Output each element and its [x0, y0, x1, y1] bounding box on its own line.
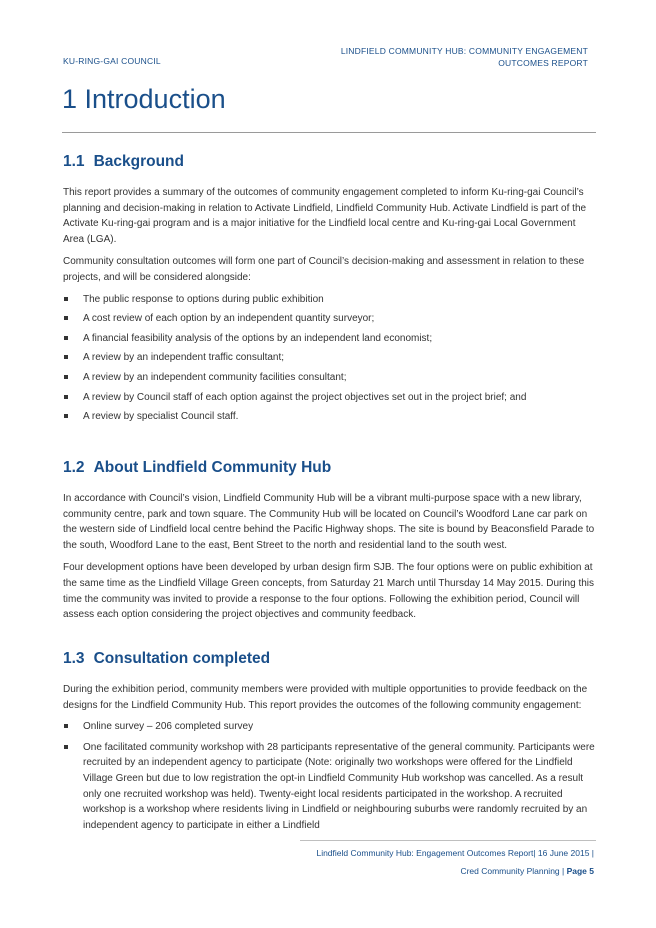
header-title-line-2: OUTCOMES REPORT: [498, 58, 588, 68]
bullet-list: [63, 292, 595, 425]
list-item: A review by Council staff of each option against the project objectives set out in the project brief; and: [63, 390, 595, 406]
section-number: 1.3: [63, 650, 85, 667]
list-item: A review by an independent community facilities consultant;: [63, 370, 595, 386]
section-number: 1.1: [63, 153, 85, 170]
footer-page-info: [460, 866, 594, 876]
paragraph: During the exhibition period, community members were provided with multiple opportunities to provide feedback on the designs for the Lindfield Community Hub. This report provides the outcomes of the following community engagement:: [63, 684, 588, 711]
section-heading: [63, 153, 595, 171]
section-title: About Lindfield Community Hub: [93, 459, 332, 476]
list-item: The public response to options during public exhibition: [63, 292, 595, 308]
list-item: A cost review of each option by an independent quantity surveyor;: [63, 311, 595, 327]
section-heading: [63, 459, 595, 477]
bullet-list: [63, 719, 595, 833]
paragraph: This report provides a summary of the outcomes of community engagement completed to inform Ku-ring-gai Council’s planning and decision-making in relation to Activate Lindfield, Lindfield Community Hub. Activate Lindfield is part of the Activate Ku-ring-gai program and is a major initiative for the Lindfield local centre and Ku-ring-gai Local Government Area (LGA).: [63, 187, 587, 245]
section-about: [63, 459, 595, 623]
footer-divider: [300, 840, 596, 841]
header-report-title: [288, 45, 588, 69]
list-item: A review by specialist Council staff.: [63, 409, 595, 425]
chapter-title: 1 Introduction: [62, 84, 226, 114]
section-title: Background: [93, 153, 184, 170]
section-number: 1.2: [63, 459, 85, 476]
section-background: [63, 153, 595, 425]
paragraph: Community consultation outcomes will form one part of Council’s decision-making and assessment in relation to these projects, and will be considered alongside:: [63, 256, 585, 283]
footer-report-info: Lindfield Community Hub: Engagement Outcomes Report| 16 June 2015 |: [316, 848, 594, 858]
header-organisation: KU-RING-GAI COUNCIL: [63, 56, 161, 66]
footer-author: Cred Community Planning |: [460, 866, 567, 876]
list-item: A review by an independent traffic consultant;: [63, 350, 595, 366]
list-item: Online survey – 206 completed survey: [63, 719, 595, 735]
section-consultation: [63, 650, 595, 833]
list-item: A financial feasibility analysis of the options by an independent land economist;: [63, 331, 595, 347]
page-number: Page 5: [566, 866, 594, 876]
header-title-line-1: LINDFIELD COMMUNITY HUB: COMMUNITY ENGAGEMENT: [340, 46, 588, 56]
section-heading: [63, 650, 595, 668]
list-item: One facilitated community workshop with 28 participants representative of the general community. Participants were recruited by an independent agency to participate (Note: originally two workshops were offered for the Lindfield Village Green but due to low registration the opt-in Lindfield Community Hub workshop was cancelled. As a result only one recruited workshop was held). Twenty-eight local residents participated in the workshop. A recruited workshop is a workshop where residents living in Lindfield or neighbouring suburbs were randomly recruited by an independent agency to participate in either a Lindfield: [63, 740, 595, 834]
chapter-divider: [62, 132, 596, 133]
section-title: Consultation completed: [93, 650, 271, 667]
paragraph: In accordance with Council’s vision, Lindfield Community Hub will be a vibrant multi-purpose space with a new library, community centre, park and town square. The Community Hub will be located on Council’s Woodford Lane car park on the western side of Lindfield local centre behind the Pacific Highway shops. The site is bound by Beaconsfield Parade to the south, Woodford Lane to the east, Bent Street to the north and residential land to the south west.: [63, 493, 595, 551]
paragraph: Four development options have been developed by urban design firm SJB. The four options were on public exhibition at the same time as the Lindfield Village Green concepts, from Saturday 21 March until Thursday 14 May 2015. During this time the community was invited to provide a response to the four options. Following the exhibition period, Council will assess each option considering the project objectives and community feedback.: [63, 562, 595, 621]
